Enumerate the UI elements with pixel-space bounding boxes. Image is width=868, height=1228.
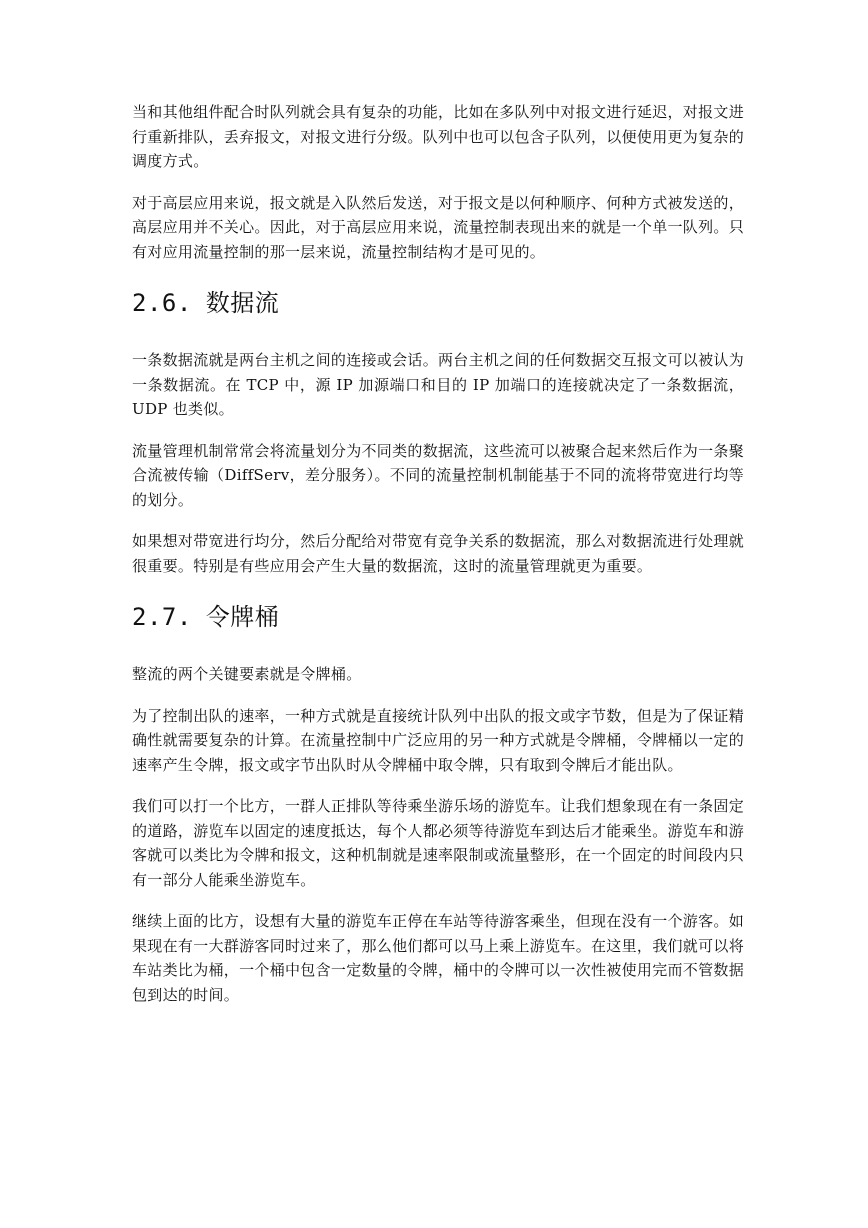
document-page	[132, 100, 744, 1024]
paragraph-flow-importance: 如果想对带宽进行均分，然后分配给对带宽有竞争关系的数据流，那么对数据流进行处理就很重要。特别是有些应用会产生大量的数据流，这时的流量管理就更为重要。	[132, 532, 745, 575]
paragraph-flow-definition: 一条数据流就是两台主机之间的连接或会话。两台主机之间的任何数据交互报文可以被认为一条数据流。在 TCP 中，源 IP 加源端口和目的 IP 加端口的连接就决定了一条数据流，UDP 也类似。	[132, 351, 745, 418]
paragraph-high-level-apps: 对于高层应用来说，报文就是入队然后发送，对于报文是以何种顺序、何种方式被发送的，高层应用并不关心。因此，对于高层应用来说，流量控制表现出来的就是一个单一队列。只有对应用流量控制的那一层来说，流量控制结构才是可见的。	[132, 193, 745, 261]
section-number: 2.7.	[132, 603, 192, 631]
paragraph-queue-functions: 当和其他组件配合时队列就会具有复杂的功能，比如在多队列中对报文进行延迟，对报文进行重新排队，丢弃报文，对报文进行分级。队列中也可以包含子队列，以便使用更为复杂的调度方式。	[132, 103, 745, 170]
paragraph-rate-control: 为了控制出队的速率，一种方式就是直接统计队列中出队的报文或字节数，但是为了保证精确性就需要复杂的计算。在流量控制中广泛应用的另一种方式就是令牌桶，令牌桶以一定的速率产生令牌，报文或字节出队时从令牌桶中取令牌，只有取到令牌后才能出队。	[132, 706, 745, 774]
paragraph-analogy-continued: 继续上面的比方，设想有大量的游览车正停在车站等待游客乘坐，但现在没有一个游客。如果现在有一大群游客同时过来了，那么他们都可以马上乘上游览车。在这里，我们就可以将车站类比为桶，一个桶中包含一定数量的令牌，桶中的令牌可以一次性被使用完而不管数据包到达的时间。	[132, 912, 745, 1004]
section-title: 数据流	[205, 289, 280, 317]
section-title: 令牌桶	[205, 603, 280, 631]
section-heading-data-flow	[132, 288, 744, 318]
paragraph-token-bucket-intro: 整流的两个关键要素就是令牌桶。	[132, 665, 362, 683]
section-heading-token-bucket	[132, 602, 744, 632]
section-number: 2.6.	[132, 289, 192, 317]
paragraph-analogy: 我们可以打一个比方，一群人正排队等待乘坐游乐场的游览车。让我们想象现在有一条固定的道路，游览车以固定的速度抵达，每个人都必须等待游览车到达后才能乘坐。游览车和游客就可以类比为令牌和报文，这种机制就是速率限制或流量整形，在一个固定的时间段内只有一部分人能乘坐游览车。	[132, 797, 745, 889]
paragraph-flow-classes: 流量管理机制常常会将流量划分为不同类的数据流，这些流可以被聚合起来然后作为一条聚合流被传输（DiffServ，差分服务）。不同的流量控制机制能基于不同的流将带宽进行均等的划分。	[132, 441, 745, 509]
